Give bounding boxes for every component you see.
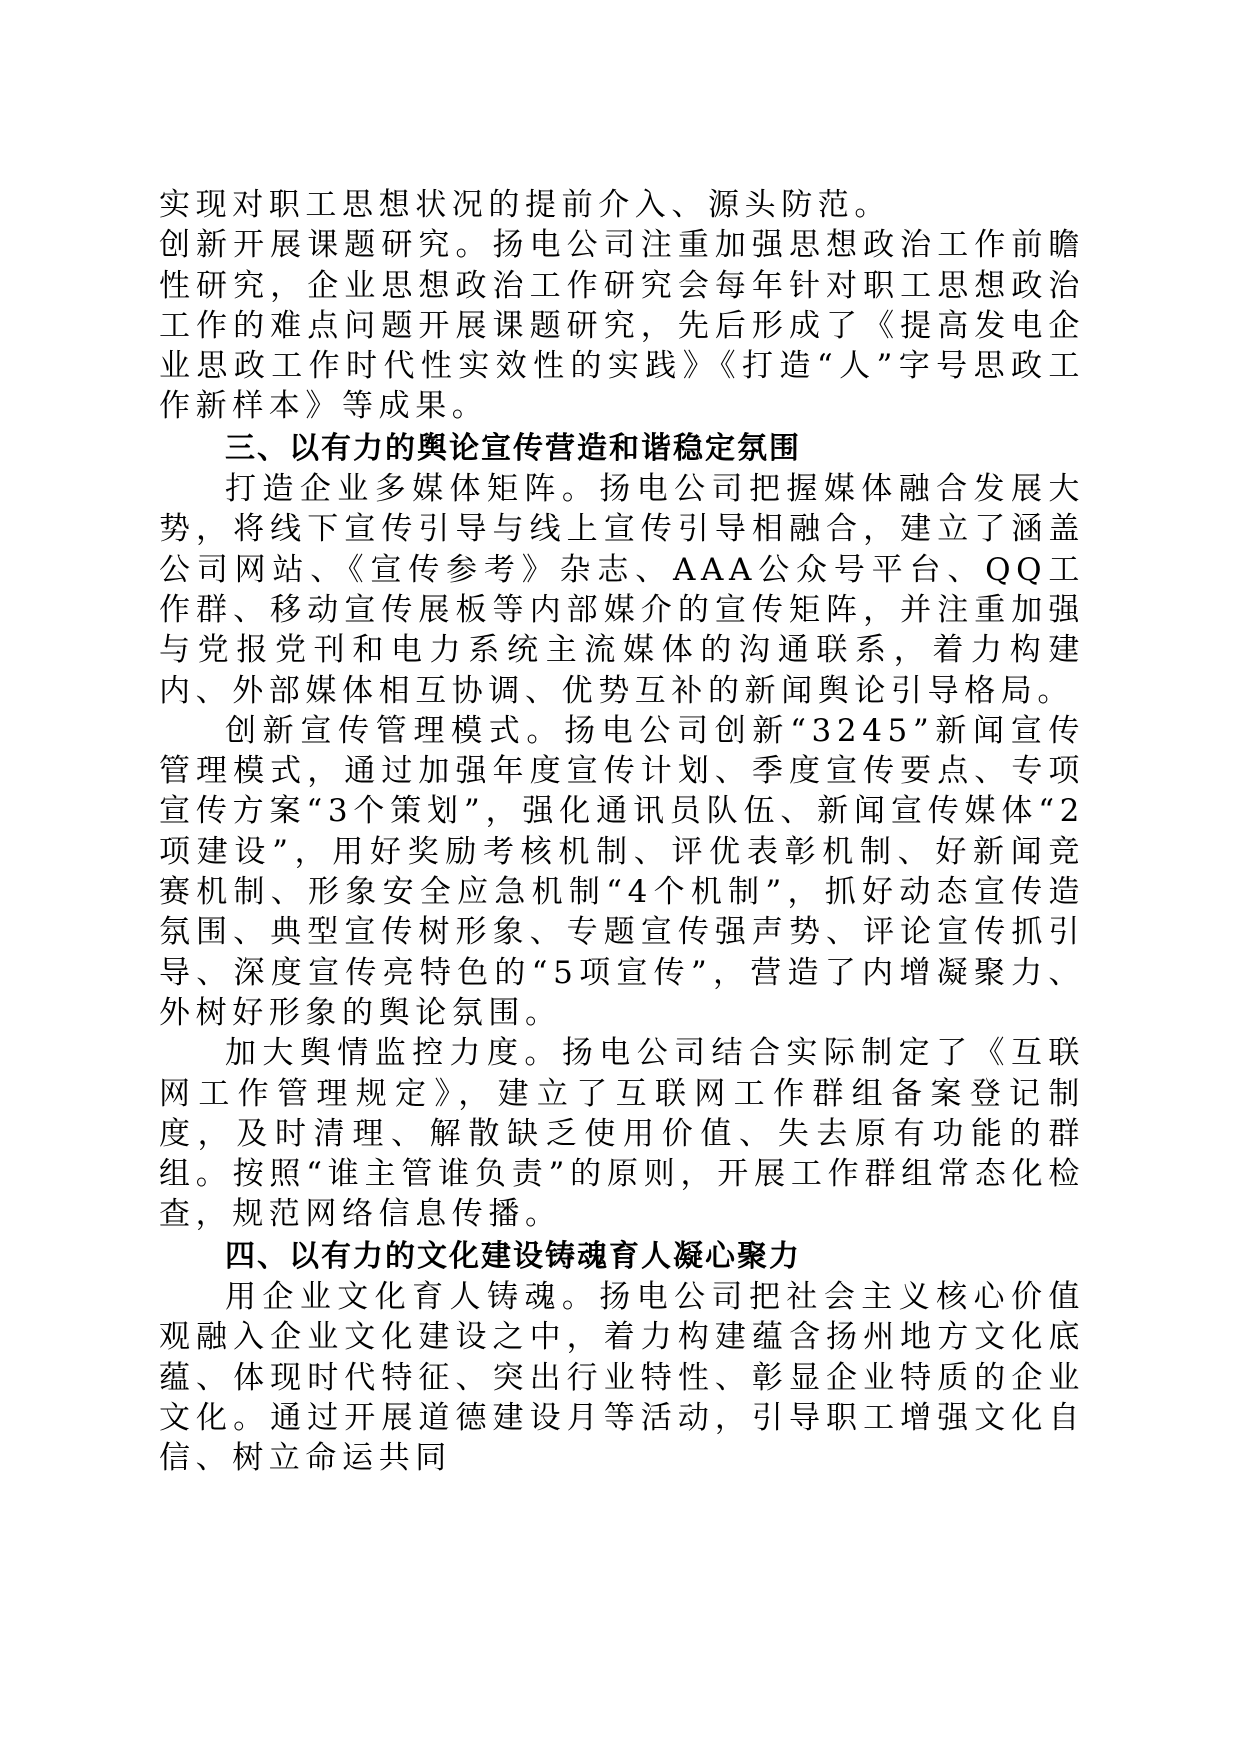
paragraph-media-matrix: 打造企业多媒体矩阵。扬电公司把握媒体融合发展大势，将线下宣传引导与线上宣传引导相融合，建立了涵盖公司网站、《宣传参考》杂志、AAA公众号平台、QQ工作群、移动宣传展板等内部媒介的宣传矩阵，并注重加强与党报党刊和电力系统主流媒体的沟通联系，着力构建内、外部媒体相互协调、优势互补的新闻舆论引导格局。: [159, 471, 1085, 709]
paragraph-topic-research: 创新开展课题研究。扬电公司注重加强思想政治工作前瞻性研究，企业思想政治工作研究会每年针对职工思想政治工作的难点问题开展课题研究，先后形成了《提高发电企业思政工作时代性实效性的实践》《打造“人”字号思政工作新样本》等成果。: [159, 227, 1085, 425]
paragraph-publicity-model: 创新宣传管理模式。扬电公司创新“3245”新闻宣传管理模式，通过加强年度宣传计划、季度宣传要点、专项宣传方案“3个策划”，强化通讯员队伍、新闻宣传媒体“2项建设”，用好奖励考核机制、评优表彰机制、好新闻竞赛机制、形象安全应急机制“4个机制”，抓好动态宣传造氛围、典型宣传树形象、专题宣传强声势、评论宣传抓引导、深度宣传亮特色的“5项宣传”，营造了内增凝聚力、外树好形象的舆论氛围。: [159, 712, 1085, 1031]
section-heading-3: 三、以有力的舆论宣传营造和谐稳定氛围: [225, 430, 801, 466]
section-heading-4: 四、以有力的文化建设铸魂育人凝心聚力: [225, 1238, 801, 1274]
paragraph-continuation: 实现对职工思想状况的提前介入、源头防范。: [159, 187, 891, 223]
document-body: [159, 185, 1085, 1479]
paragraph-opinion-monitoring: 加大舆情监控力度。扬电公司结合实际制定了《互联网工作管理规定》，建立了互联网工作群组备案登记制度，及时清理、解散缺乏使用价值、失去原有功能的群组。按照“谁主管谁负责”的原则，开展工作群组常态化检查，规范网络信息传播。: [159, 1035, 1085, 1233]
paragraph-corporate-culture: 用企业文化育人铸魂。扬电公司把社会主义核心价值观融入企业文化建设之中，着力构建蕴含扬州地方文化底蕴、体现时代特征、突出行业特性、彰显企业特质的企业文化。通过开展道德建设月等活动，引导职工增强文化自信、树立命运共同: [159, 1279, 1085, 1477]
